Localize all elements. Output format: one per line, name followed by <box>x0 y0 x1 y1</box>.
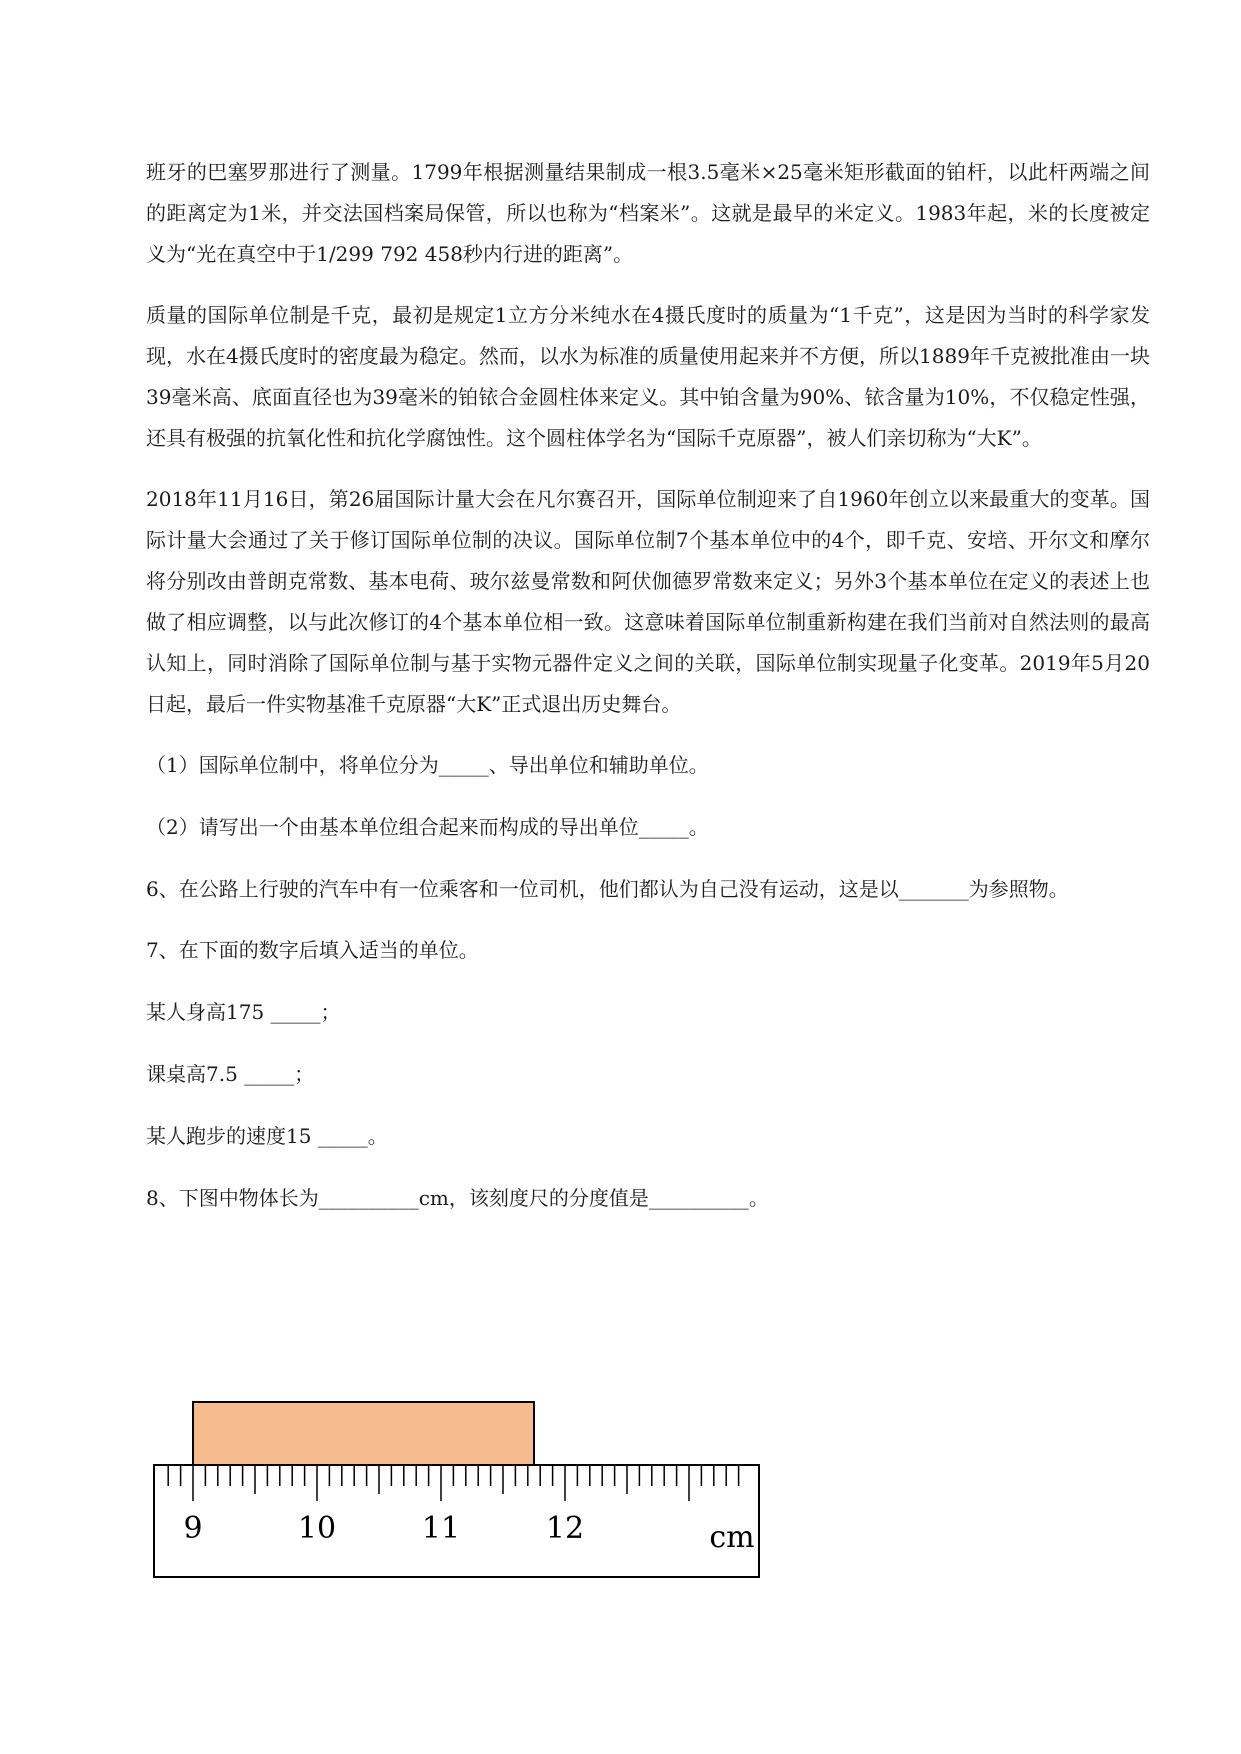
question-7-height: 某人身高175 _____； <box>146 1000 341 1024</box>
ruler-label: 10 <box>297 1511 337 1546</box>
ruler-label: 11 <box>421 1511 461 1546</box>
document-body <box>146 152 1150 1240</box>
ruler-label: 12 <box>545 1511 585 1546</box>
ruler-label: 9 <box>183 1511 203 1546</box>
ruler-diagram <box>146 1395 766 1600</box>
question-5-2: （2）请写出一个由基本单位组合起来而构成的导出单位_____。 <box>146 815 709 839</box>
question-7-speed: 某人跑步的速度15 _____。 <box>146 1124 388 1148</box>
question-6: 6、在公路上行驶的汽车中有一位乘客和一位司机，他们都认为自己没有运动，这是以_______为参照物。 <box>146 877 1069 901</box>
paragraph-meter-history: 班牙的巴塞罗那进行了测量。1799年根据测量结果制成一根3.5毫米×25毫米矩形截面的铂杆，以此杆两端之间的距离定为1米，并交法国档案局保管，所以也称为“档案米”。这就是最早的米定义。1983年起，米的长度被定义为“光在真空中于1/299 792 458秒内行进的距离”。 <box>146 160 1150 266</box>
question-7-desk: 课桌高7.5 _____； <box>146 1062 315 1086</box>
ruler-unit-label: cm <box>709 1520 755 1555</box>
question-7: 7、在下面的数字后填入适当的单位。 <box>146 938 479 962</box>
measured-object <box>193 1402 534 1465</box>
paragraph-kilogram-history: 质量的国际单位制是千克，最初是规定1立方分米纯水在4摄氏度时的质量为“1千克”，这是因为当时的科学家发现，水在4摄氏度时的密度最为稳定。然而，以水为标准的质量使用起来并不方便，所以1889年千克被批准由一块39毫米高、底面直径也为39毫米的铂铱合金圆柱体来定义。其中铂含量为90%、铱含量为10%，不仅稳定性强，还具有极强的抗氧化性和抗化学腐蚀性。这个圆柱体学名为“国际千克原器”，被人们亲切称为“大K”。 <box>146 303 1150 450</box>
ruler-labels <box>183 1511 584 1546</box>
ruler-figure <box>146 1395 766 1604</box>
question-5-1: （1）国际单位制中，将单位分为_____、导出单位和辅助单位。 <box>146 753 709 777</box>
ruler-ticks <box>168 1466 738 1501</box>
paragraph-si-revision: 2018年11月16日，第26届国际计量大会在凡尔赛召开，国际单位制迎来了自1960年创立以来最重大的变革。国际计量大会通过了关于修订国际单位制的决议。国际单位制7个基本单位中的4个，即千克、安培、开尔文和摩尔将分别改由普朗克常数、基本电荷、玻尔兹曼常数和阿伏伽德罗常数来定义；另外3个基本单位在定义的表述上也做了相应调整，以与此次修订的4个基本单位相一致。这意味着国际单位制重新构建在我们当前对自然法则的最高认知上，同时消除了国际单位制与基于实物元器件定义之间的关联，国际单位制实现量子化变革。2019年5月20日起，最后一件实物基准千克原器“大K”正式退出历史舞台。 <box>146 487 1150 716</box>
question-8: 8、下图中物体长为__________cm，该刻度尺的分度值是__________。 <box>146 1186 769 1210</box>
